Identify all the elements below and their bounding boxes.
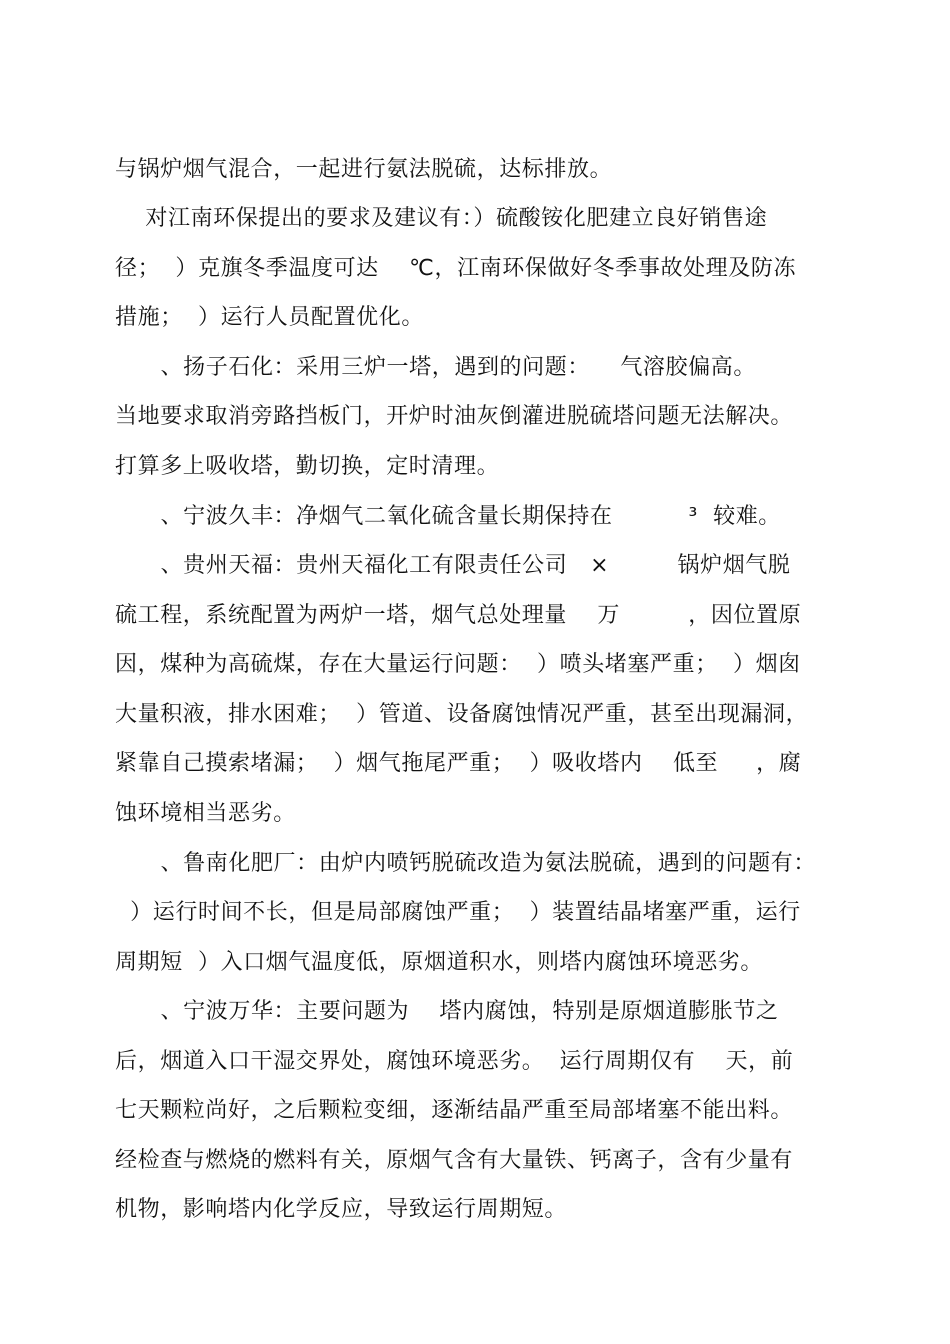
paragraph-line-3: 径； ）克旗冬季温度可达 ℃，江南环保做好冬季事故处理及防冻	[115, 256, 797, 281]
paragraph-line-2: 对江南环保提出的要求及建议有：）硫酸铵化肥建立良好销售途	[115, 206, 768, 231]
paragraph-line-9: 、贵州天福：贵州天福化工有限责任公司 × 锅炉烟气脱	[115, 553, 791, 578]
paragraph-line-10: 硫工程，系统配置为两炉一塔，烟气总处理量 万 ，因位置原	[115, 603, 802, 628]
paragraph-line-8: 、宁波久丰：净烟气二氧化硫含量长期保持在 ³ 较难。	[115, 504, 781, 529]
paragraph-line-18: 、宁波万华：主要问题为 塔内腐蚀，特别是原烟道膨胀节之	[115, 999, 779, 1024]
paragraph-line-16: ）运行时间不长，但是局部腐蚀严重； ）装置结晶堵塞严重，运行	[115, 900, 801, 925]
paragraph-line-22: 机物，影响塔内化学反应，导致运行周期短。	[115, 1197, 568, 1222]
paragraph-line-14: 蚀环境相当恶劣。	[115, 801, 296, 826]
paragraph-line-4: 措施； ）运行人员配置优化。	[115, 305, 424, 330]
paragraph-line-11: 因，煤种为高硫煤，存在大量运行问题： ）喷头堵塞严重； ）烟囱	[115, 652, 801, 677]
paragraph-line-13: 紧靠自己摸索堵漏； ）烟气拖尾严重； ）吸收塔内 低至 ，腐	[115, 751, 802, 776]
paragraph-line-20: 七天颗粒尚好，之后颗粒变细，逐渐结晶严重至局部堵塞不能出料。	[115, 1098, 794, 1123]
paragraph-line-5: 、扬子石化：采用三炉一塔，遇到的问题： 气溶胶偏高。	[115, 355, 756, 380]
paragraph-line-12: 大量积液，排水困难； ）管道、设备腐蚀情况严重，甚至出现漏洞，	[115, 702, 809, 727]
paragraph-line-19: 后，烟道入口干湿交界处，腐蚀环境恶劣。 运行周期仅有 天，前	[115, 1049, 794, 1074]
paragraph-line-15: 、鲁南化肥厂：由炉内喷钙脱硫改造为氨法脱硫，遇到的问题有：	[115, 851, 816, 876]
paragraph-line-6: 当地要求取消旁路挡板门，开炉时油灰倒灌进脱硫塔问题无法解决。	[115, 404, 794, 429]
paragraph-line-21: 经检查与燃烧的燃料有关，原烟气含有大量铁、钙离子，含有少量有	[115, 1148, 794, 1173]
paragraph-line-17: 周期短 ）入口烟气温度低，原烟道积水，则塔内腐蚀环境恶劣。	[115, 950, 763, 975]
paragraph-line-1: 与锅炉烟气混合，一起进行氨法脱硫，达标排放。	[115, 157, 613, 182]
paragraph-line-7: 打算多上吸收塔，勤切换，定时清理。	[115, 454, 500, 479]
